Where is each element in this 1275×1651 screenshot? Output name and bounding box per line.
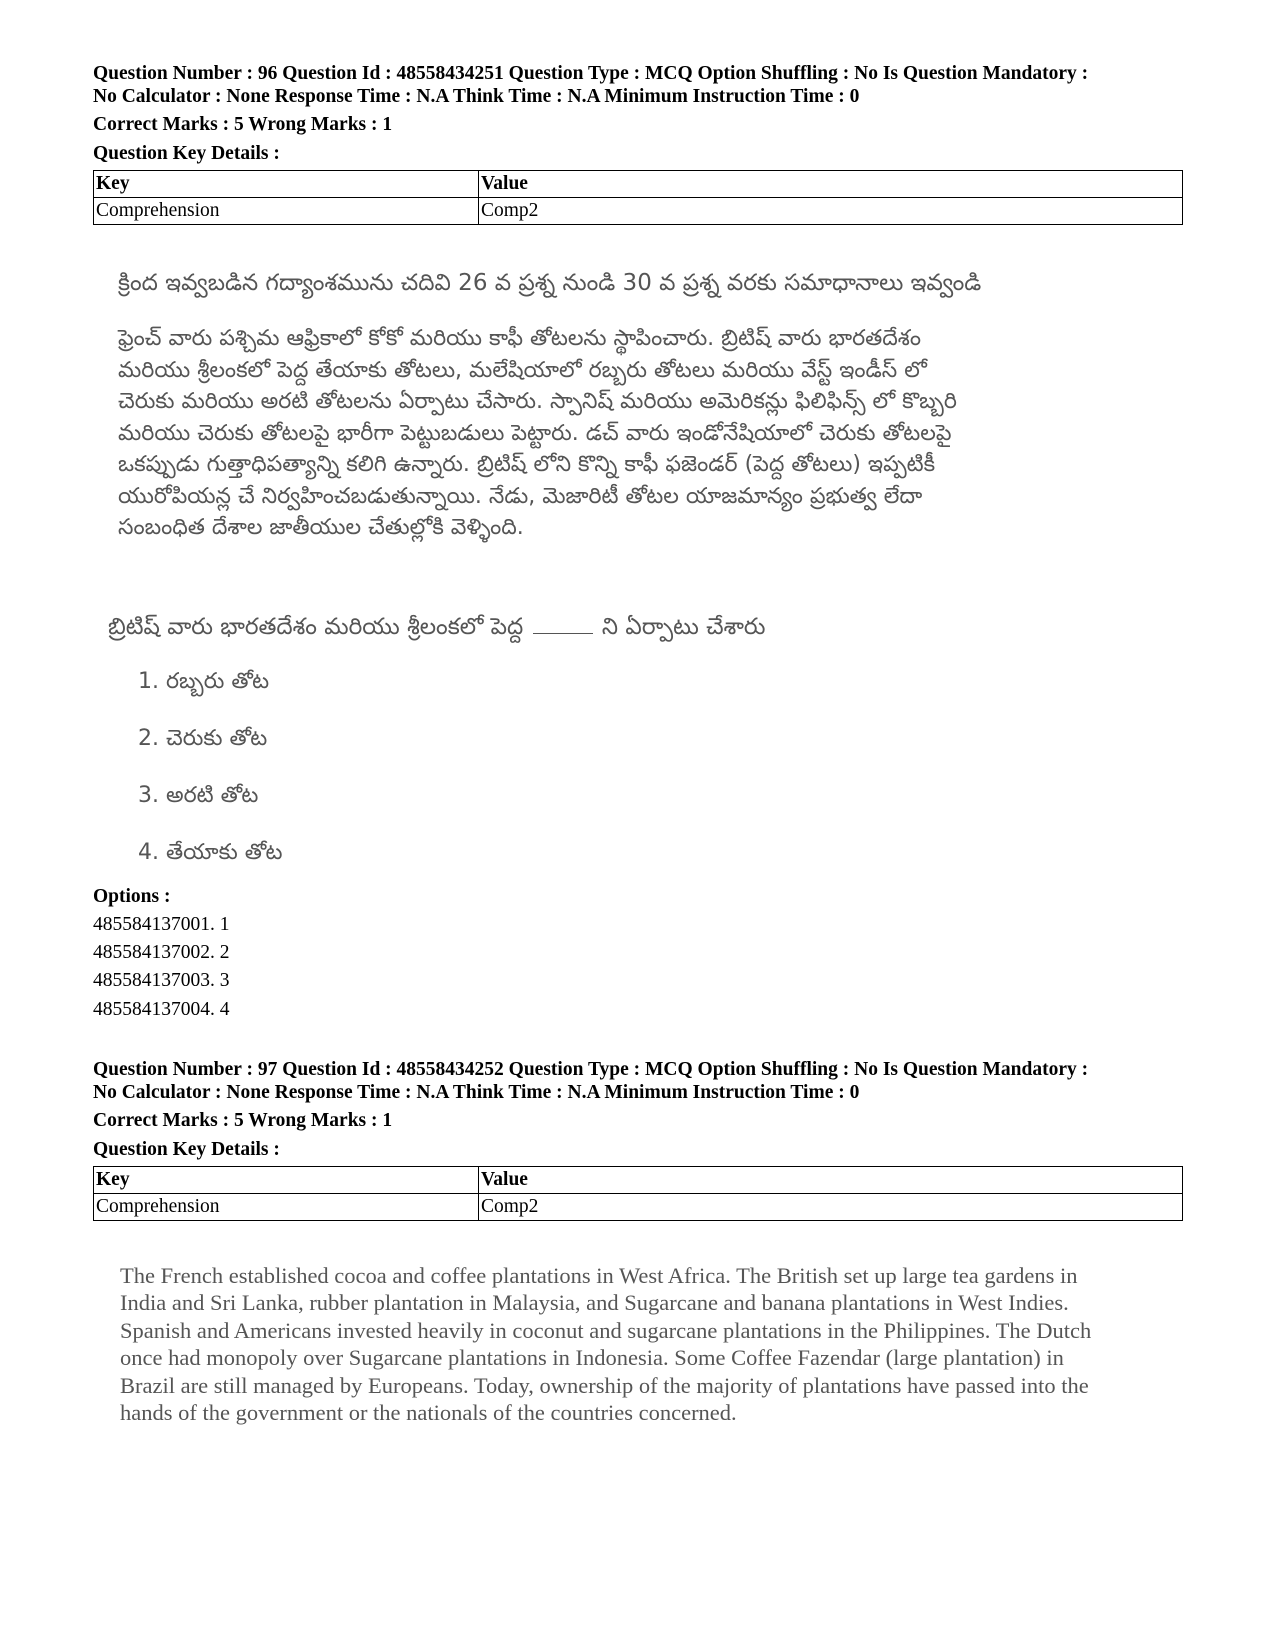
key-table-row <box>94 198 1183 225</box>
option-4: 485584137004. 4 <box>93 999 230 1020</box>
option-3: 485584137003. 3 <box>93 970 230 991</box>
question-97-marks: Correct Marks : 5 Wrong Marks : 1 <box>93 1110 393 1131</box>
key-cell: Comprehension <box>94 1194 479 1221</box>
english-passage-line: India and Sri Lanka, rubber plantation in Malaysia, and Sugarcane and banana plantations in West Indies. <box>120 1290 1069 1316</box>
english-passage-line: once had monopoly over Sugarcane plantations in Indonesia. Some Coffee Fazendar (large plantation) in <box>120 1345 1064 1371</box>
english-passage-line: hands of the government or the nationals of the countries concerned. <box>120 1400 737 1426</box>
options-label: Options : <box>93 886 171 907</box>
telugu-passage <box>118 323 1178 544</box>
key-header: Key <box>94 1167 479 1194</box>
question-96-marks: Correct Marks : 5 Wrong Marks : 1 <box>93 114 393 135</box>
question-97-key-table <box>93 1166 1183 1221</box>
telugu-passage-line: ఒకప్పుడు గుత్తాధిపత్యాన్ని కలిగి ఉన్నారు. బ్రిటిష్ లోని కొన్ని కాఫీ ఫజెండర్ (పెద్ద తోటలు) ఇప్పటికీ <box>118 452 936 477</box>
value-header: Value <box>479 171 1183 198</box>
telugu-passage-line: మరియు శ్రీలంకలో పెద్ద తేయాకు తోటలు, మలేషియాలో రబ్బరు తోటలు మరియు వేస్ట్ ఇండీస్ లో <box>118 357 927 383</box>
question-96-key-details-label: Question Key Details : <box>93 143 280 164</box>
question-97-header <box>93 1058 1183 1221</box>
telugu-instruction: క్రింద ఇవ్వబడిన గద్యాంశమును చదివి 26 వ ప్రశ్న నుండి 30 వ ప్రశ్న వరకు సమాధానాలు ఇవ్వండి <box>118 270 982 296</box>
choice-1: 1. రబ్బరు తోట <box>138 669 270 694</box>
english-passage-line: The French established cocoa and coffee plantations in West Africa. The British set up large tea gardens in <box>120 1263 1078 1288</box>
question-97-meta-line1: Question Number : 97 Question Id : 48558434252 Question Type : MCQ Option Shuffling : No Is Question Mandatory : <box>93 1059 1089 1080</box>
telugu-passage-line: చెరుకు మరియు అరటి తోటలను ఏర్పాటు చేసారు. స్పానిష్ మరియు అమెరికన్లు ఫిలిఫిన్స్ లో కొబ్బరి <box>118 389 957 414</box>
key-cell: Comprehension <box>94 198 479 225</box>
choice-2: 2. చెరుకు తోట <box>138 726 268 751</box>
question-96-header <box>93 62 1183 225</box>
telugu-passage-line: మరియు చెరుకు తోటలపై భారీగా పెట్టుబడులు పెట్టారు. డచ్ వారు ఇండోనేషియాలో చెరుకు తోటలపై <box>118 420 952 446</box>
value-header: Value <box>479 1167 1183 1194</box>
value-cell: Comp2 <box>479 1194 1183 1221</box>
answer-blank <box>533 633 593 634</box>
question-text-before-blank: బ్రిటిష్ వారు భారతదేశం మరియు శ్రీలంకలో పెద్ద <box>108 614 524 640</box>
question-97-meta-line2: No Calculator : None Response Time : N.A Think Time : N.A Minimum Instruction Time : 0 <box>93 1082 860 1103</box>
value-cell: Comp2 <box>479 198 1183 225</box>
question-96-meta-line1: Question Number : 96 Question Id : 48558434251 Question Type : MCQ Option Shuffling : No Is Question Mandatory : <box>93 63 1089 84</box>
telugu-passage-line: ఫ్రెంచ్ వారు పశ్చిమ ఆఫ్రికాలో కోకో మరియు కాఫీ తోటలను స్థాపించారు. బ్రిటిష్ వారు భారతదేశం <box>118 326 922 351</box>
option-2: 485584137002. 2 <box>93 942 230 963</box>
choice-4: 4. తేయాకు తోట <box>138 840 283 865</box>
question-96-meta-line2: No Calculator : None Response Time : N.A Think Time : N.A Minimum Instruction Time : 0 <box>93 86 860 107</box>
question-text-after-blank: ని ఏర్పాటు చేశారు <box>601 614 766 640</box>
question-96-key-table <box>93 170 1183 225</box>
telugu-passage-line: సంబంధిత దేశాల జాతీయుల చేతుల్లోకి వెళ్ళింది. <box>118 515 524 540</box>
option-1: 485584137001. 1 <box>93 914 230 935</box>
english-passage <box>120 1262 1180 1426</box>
key-table-header-row <box>94 171 1183 198</box>
choice-3: 3. అరటి తోట <box>138 783 259 808</box>
key-table-row <box>94 1194 1183 1221</box>
telugu-question <box>108 611 1168 643</box>
english-passage-line: Brazil are still managed by Europeans. Today, ownership of the majority of plantations have passed into the <box>120 1372 1089 1398</box>
key-table-header-row <box>94 1167 1183 1194</box>
telugu-passage-line: యురోపియన్ల చే నిర్వహించబడుతున్నాయి. నేడు, మెజారిటీ తోటల యాజమాన్యం ప్రభుత్వ లేదా <box>118 483 923 509</box>
question-97-key-details-label: Question Key Details : <box>93 1139 280 1160</box>
key-header: Key <box>94 171 479 198</box>
english-passage-line: Spanish and Americans invested heavily in coconut and sugarcane plantations in the Philippines. The Dutch <box>120 1317 1092 1343</box>
